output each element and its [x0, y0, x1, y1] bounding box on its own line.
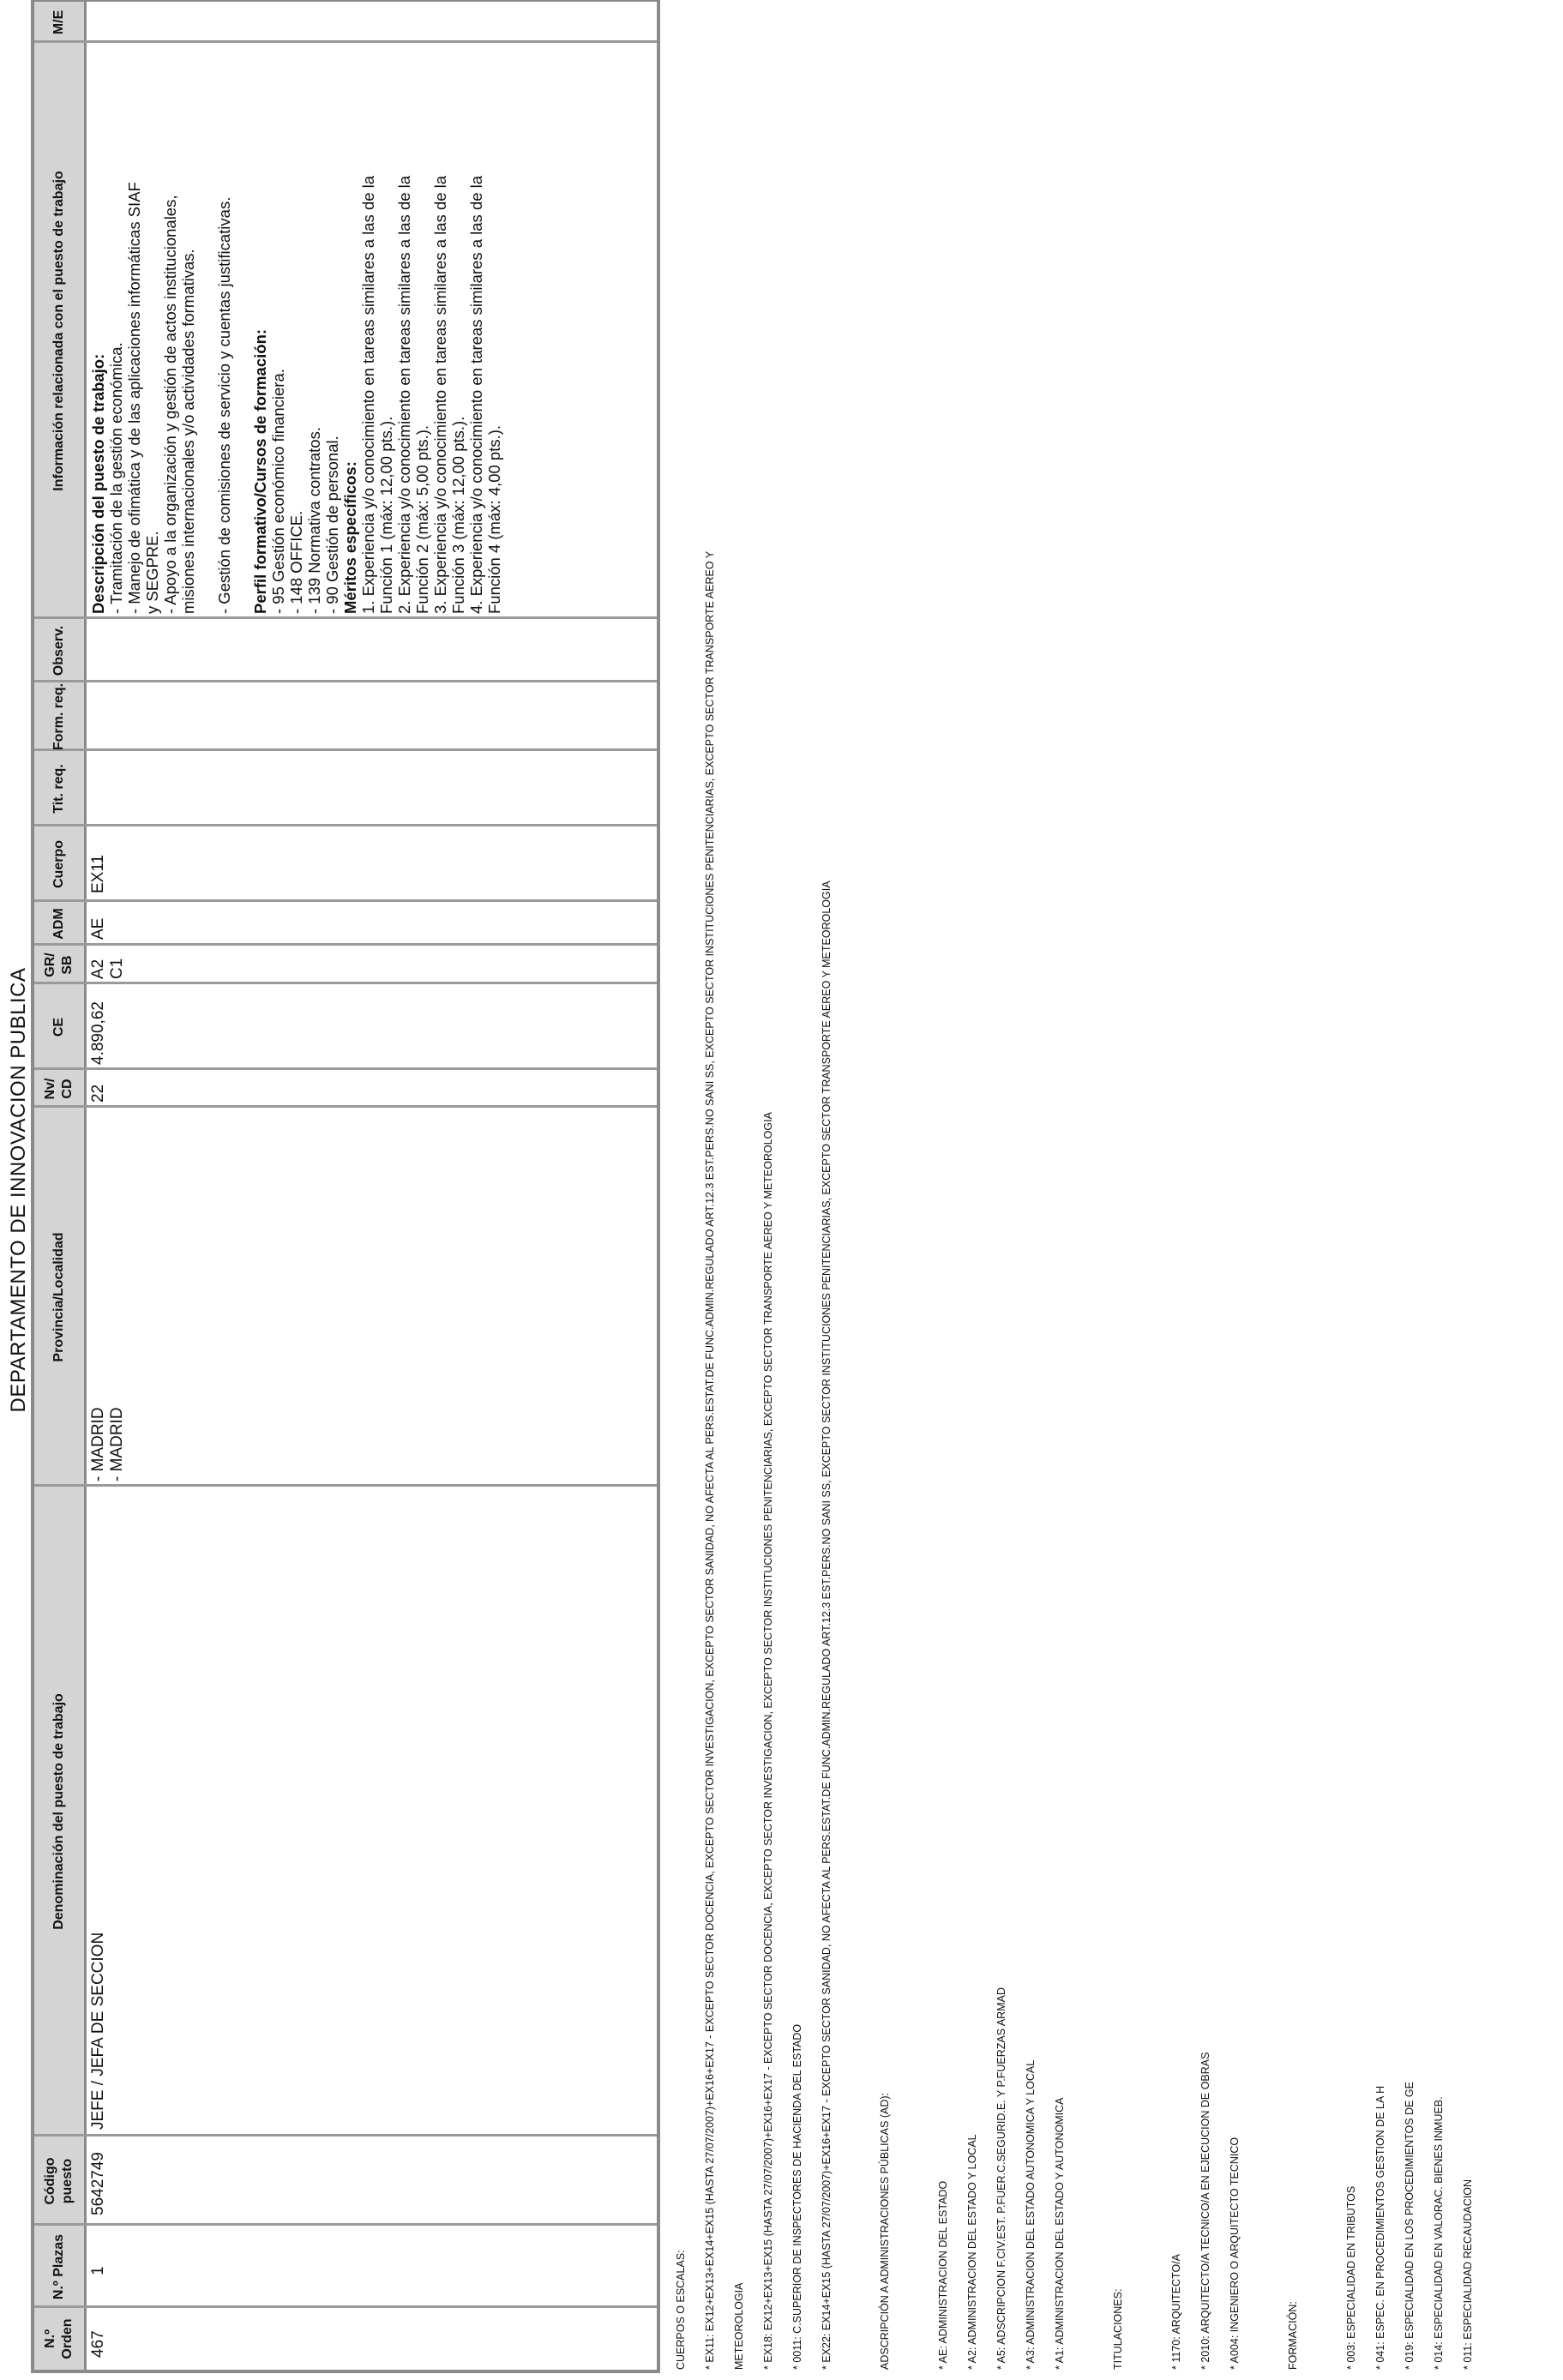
- footnote-line: ADSCRIPCIÓN A ADMINISTRACIONES PÚBLICAS (AD):: [879, 2093, 891, 2370]
- info-line: - Apoyo a la organización y gestión de actos institucionales,: [161, 195, 179, 614]
- info-line: Función 1 (máx: 12,00 pts.).: [377, 416, 395, 614]
- info-line: [197, 48, 215, 614]
- info-line: [233, 48, 251, 614]
- cell-codigo: 5642749: [89, 2152, 107, 2215]
- cell-provincia-1: - MADRID: [89, 1407, 107, 1481]
- header-cuerpo: Cuerpo: [51, 840, 66, 888]
- cell-gr-2: C1: [108, 958, 126, 979]
- footnote-line: * AE: ADMINISTRACION DEL ESTADO: [937, 2180, 949, 2370]
- header-ce: CE: [51, 1017, 66, 1037]
- footnote-line: * 0011: C.SUPERIOR DE INSPECTORES DE HACIENDA DEL ESTADO: [791, 2023, 803, 2370]
- column-divider: [34, 899, 657, 902]
- footnote-line: * A2: ADMINISTRACION DEL ESTADO Y LOCAL: [966, 2134, 978, 2370]
- footnote-line: * 019: ESPECIALIDAD EN LOS PROCEDIMIENTOS DE GE: [1404, 2082, 1416, 2370]
- footnote-line: * 011: ESPECIALIDAD RECAUDACION: [1462, 2179, 1474, 2370]
- info-line: - 95 Gestión económico financiera.: [269, 369, 287, 614]
- info-line: - 90 Gestión de personal.: [323, 436, 341, 614]
- department-title: DEPARTAMENTO DE INNOVACION PUBLICA: [7, 967, 30, 1413]
- cell-ce: 4.890,62: [89, 1001, 107, 1065]
- info-line: 4. Experiencia y/o conocimiento en tareas similares a las de la: [467, 175, 485, 614]
- info-line: 2. Experiencia y/o conocimiento en tareas similares a las de la: [395, 175, 413, 614]
- header-adm: ADM: [51, 908, 66, 940]
- info-heading: Descripción del puesto de trabajo:: [89, 353, 107, 614]
- cell-nivel: 22: [89, 1084, 107, 1103]
- footnote-line: * A1: ADMINISTRACION DEL ESTADO Y AUTONOMICA: [1054, 2097, 1066, 2370]
- info-line: y SEGPRE.: [143, 531, 161, 614]
- footnote-line: * EX18: EX12+EX13+EX15 (HASTA 27/07/2007)+EX16+EX17 - EXCEPTO SECTOR DOCENCIA, EXCEPTO SECTOR INVESTIGACION, EXCEPTO SECTOR INSTITUCIONES PENITENCIARIAS, EXCEPTO SECTOR TRANSPORTE AEREO Y METEOROLOGIA: [762, 1112, 774, 2370]
- column-divider: [34, 2223, 657, 2226]
- header-form: Form. req.: [51, 682, 66, 751]
- header-codigo: Código puesto: [43, 2157, 75, 2205]
- header-me: M/E: [51, 9, 66, 35]
- header-orden: N.º Orden: [43, 2318, 75, 2359]
- footnote-line: * 041: ESPEC. EN PROCEDIMIENTOS GESTION DE LA H: [1374, 2085, 1386, 2370]
- info-heading: Méritos específicos:: [341, 461, 359, 614]
- cell-plazas: 1: [89, 2266, 107, 2275]
- header-observ: Observ.: [51, 625, 66, 676]
- footnote-line: METEOROLOGIA: [733, 2282, 745, 2370]
- header-plazas: N.º Plazas: [51, 2233, 66, 2300]
- header-gr: GR/ SB: [43, 953, 75, 977]
- header-nivel: Nv/ CD: [43, 1078, 75, 1100]
- footnote-line: TITULACIONES:: [1112, 2288, 1124, 2370]
- column-divider: [34, 1105, 657, 1108]
- column-divider: [34, 680, 657, 682]
- footnote-line: FORMACIÓN:: [1287, 2301, 1299, 2370]
- footnote-line: * A5: ADSCRIPCION F.CIV.EST. P.FUER.C.SEGURID.E. Y P.FUERZAS ARMAD: [995, 1987, 1007, 2370]
- footnote-line: * 2010: ARQUITECTO/A TECNICO/A EN EJECUCION DE OBRAS: [1199, 2052, 1211, 2370]
- positions-table: [31, 0, 660, 2373]
- column-divider: [34, 1484, 657, 1487]
- info-line: Función 3 (máx: 12,00 pts.).: [449, 416, 467, 614]
- cell-info: [89, 48, 503, 614]
- column-divider: [34, 748, 657, 751]
- footnote-line: * 014: ESPECIALIDAD EN VALORAC. BIENES INMUEB.: [1433, 2096, 1445, 2370]
- header-provincia: Provincia/Localidad: [51, 1232, 66, 1362]
- header-tit: Tit. req.: [51, 764, 66, 814]
- cell-cuerpo: EX11: [89, 854, 107, 893]
- column-divider: [34, 616, 657, 619]
- cell-gr-1: A2: [89, 959, 107, 979]
- footnote-line: * A3: ADMINISTRACION DEL ESTADO AUTONOMICA Y LOCAL: [1025, 2059, 1037, 2370]
- footnote-line: * EX22: EX14+EX15 (HASTA 27/07/2007)+EX16+EX17 - EXCEPTO SECTOR SANIDAD, NO AFECTA AL PERS.ESTAT.DE FUNC.ADMIN.REGULADO ART.12.3 EST.PERS.NO SANI SS, EXCEPTO SECTOR INSTITUCIONES PENITENCIARIAS, EXCEPTO SECTOR TRANSPORTE AEREO Y METEOROLOGIA: [821, 880, 833, 2370]
- header-denominacion: Denominación del puesto de trabajo: [51, 1693, 66, 1930]
- footnote-line: * EX11: EX12+EX13+EX14+EX15 (HASTA 27/07/2007)+EX16+EX17 - EXCEPTO SECTOR DOCENCIA, EXCEPTO SECTOR INVESTIGACION, EXCEPTO SECTOR SANIDAD, NO AFECTA AL PERS.ESTAT.DE FUNC.ADMIN.REGULADO ART.12.3 EST.PERS.NO SANI SS, EXCEPTO SECTOR INSTITUCIONES PENITENCIARIAS, EXCEPTO SECTOR TRANSPORTE AEREO Y: [704, 550, 716, 2370]
- column-divider: [34, 40, 657, 43]
- info-heading: Perfil formativo/Cursos de formación:: [251, 328, 269, 614]
- header-info: Información relacionada con el puesto de trabajo: [51, 171, 66, 491]
- footnote-line: * A004: INGENIERO O ARQUITECTO TECNICO: [1229, 2137, 1241, 2370]
- column-divider: [34, 943, 657, 946]
- info-line: Función 4 (máx: 4,00 pts.).: [485, 424, 503, 614]
- column-divider: [34, 824, 657, 826]
- info-line: - Manejo de ofimática y de las aplicaciones informáticas SIAF: [125, 182, 143, 614]
- info-line: 3. Experiencia y/o conocimiento en tareas similares a las de la: [431, 175, 449, 614]
- cell-orden: 467: [89, 2330, 107, 2358]
- cell-denominacion: JEFE / JEFA DE SECCION: [89, 1932, 107, 2130]
- column-divider: [34, 2134, 657, 2137]
- info-line: - Tramitación de la gestión económica.: [107, 342, 125, 614]
- footnote-line: CUERPOS O ESCALAS:: [675, 2250, 687, 2370]
- info-line: 1. Experiencia y/o conocimiento en tareas similares a las de la: [359, 175, 377, 614]
- column-divider: [34, 2305, 657, 2308]
- info-line: misiones internacionales y/o actividades formativas.: [179, 249, 197, 614]
- info-line: - Gestión de comisiones de servicio y cuentas justificativas.: [215, 196, 233, 614]
- column-divider: [34, 982, 657, 984]
- cell-adm: AE: [89, 917, 107, 940]
- info-line: - 148 OFFICE.: [287, 510, 305, 614]
- info-line: Función 2 (máx: 5,00 pts.).: [413, 424, 431, 614]
- footnote-line: * 1170: ARQUITECTO/A: [1170, 2253, 1182, 2370]
- column-divider: [34, 1067, 657, 1070]
- cell-provincia-2: - MADRID: [108, 1407, 126, 1481]
- info-line: - 139 Normativa contratos.: [305, 427, 323, 614]
- footnote-line: * 003: ESPECIALIDAD EN TRIBUTOS: [1345, 2185, 1357, 2370]
